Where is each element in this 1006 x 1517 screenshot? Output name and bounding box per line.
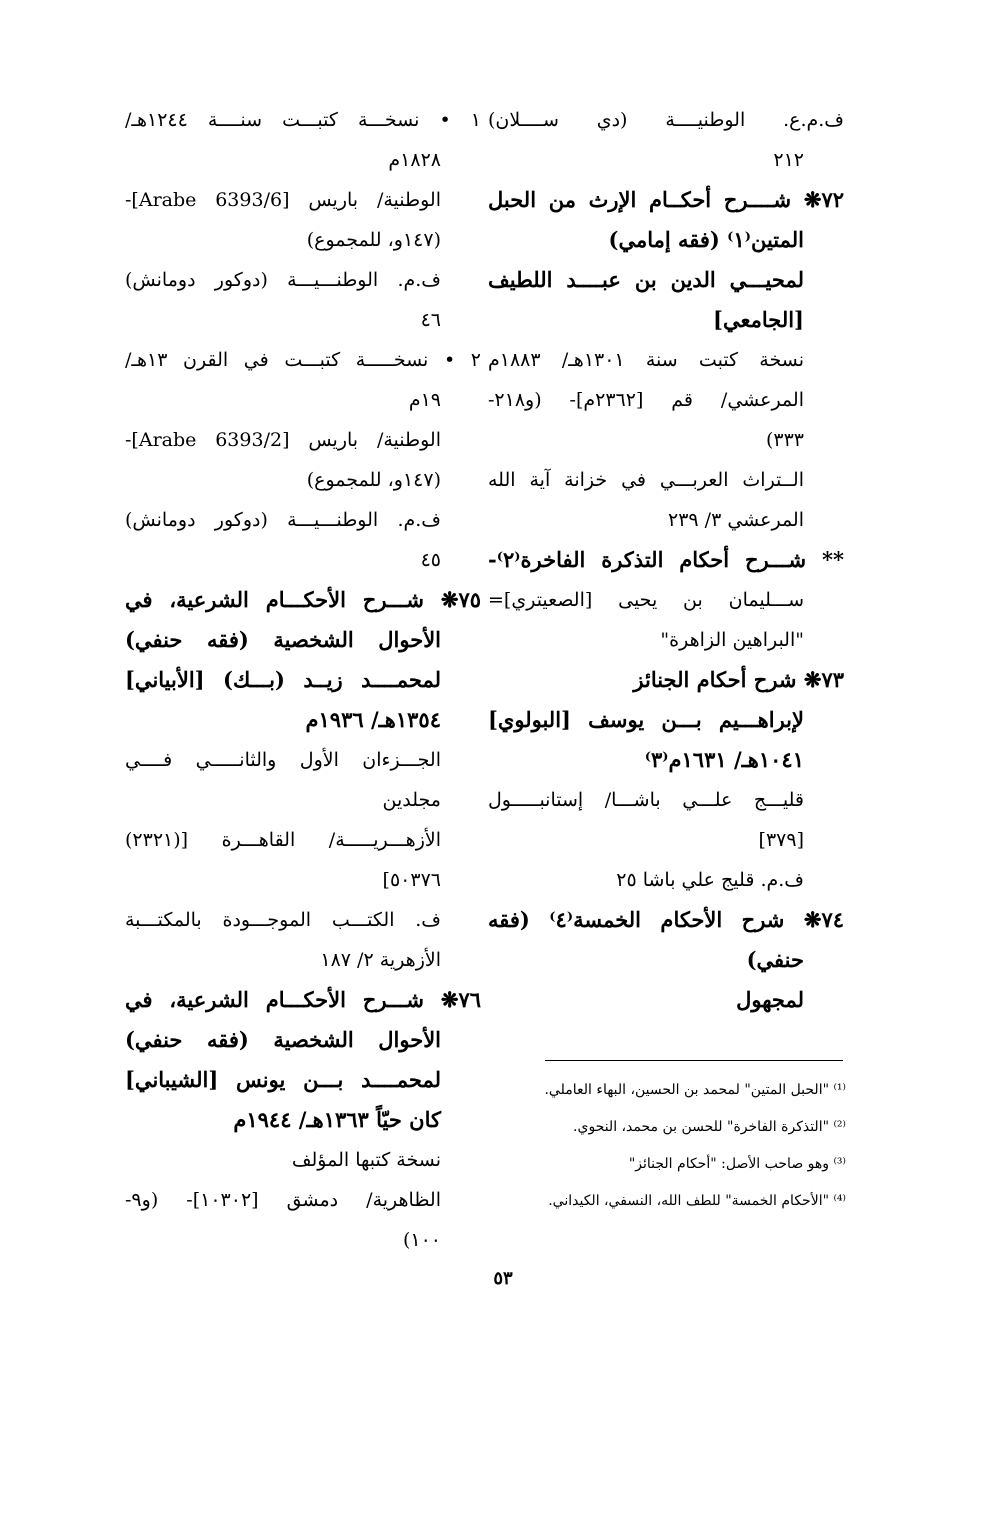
text-line: لمحيـــي الدين بن عبــــد اللطيف xyxy=(488,267,804,292)
footnote-divider xyxy=(545,1060,843,1061)
text-line: ١٩م xyxy=(408,389,441,411)
text-line: ٧٥❋ شـــرح الأحكـــام الشرعية، في xyxy=(125,587,481,612)
text-line: ٣٣٣) xyxy=(765,429,804,451)
text-line: لمحمــــد بـــن يونس [الشيباني] xyxy=(125,1067,441,1092)
text-line: ٤٦ xyxy=(420,309,441,331)
text-line: ٧٦❋ شـــرح الأحكـــام الشرعية، في xyxy=(125,987,481,1012)
text-line: لإبراهـــيم بـــن يوسف [البولوي] xyxy=(488,707,804,732)
text-line: ** شـــرح أحكام التذكرة الفاخرة⁽٢⁾- xyxy=(488,547,844,572)
left-column xyxy=(125,100,481,1260)
text-line: المرعشي ٣/ ٢٣٩ xyxy=(668,509,804,531)
text-line: (١٤٧و، للمجموع) xyxy=(306,229,441,251)
text-line: الأزهرية ٢/ ١٨٧ xyxy=(320,949,441,971)
text-line: ٥٠٣٧٦] xyxy=(382,869,441,891)
text-line: [الجامعي] xyxy=(713,307,804,332)
text-line: الأزهـــريـــــة/ القاهـــرة [(٢٣٢١) xyxy=(125,829,441,851)
text-line: الأحوال الشخصية (فقه حنفي) xyxy=(125,627,441,652)
text-line: نسخة كتبت سنة ١٣٠١هـ/ ١٨٨٣م xyxy=(488,349,804,371)
footnote: ⁽³⁾ وهو صاحب الأصل: "أحكام الجنائز" xyxy=(628,1156,846,1172)
footnote: ⁽⁴⁾ "الأحكام الخمسة" للطف الله، النسفي، الكيداني. xyxy=(548,1193,846,1209)
text-line: كان حيّاً ١٣٦٣هـ/ ١٩٤٤م xyxy=(233,1107,441,1132)
text-line: ٧٤❋ شرح الأحكام الخمسة⁽٤⁾ (فقه xyxy=(488,907,844,932)
text-line: ٤٥ xyxy=(420,549,441,571)
footnote: ⁽²⁾ "التذكرة الفاخرة" للحسن بن محمد، النحوي. xyxy=(573,1119,846,1135)
text-line: الــتراث العربـــي في خزانة آية الله xyxy=(488,469,804,491)
text-line: ف.م.ع. الوطنيــــة (دي ســــلان) xyxy=(488,109,844,131)
right-column xyxy=(488,100,844,1020)
text-line: ١ • نسخـــة كتبـــت سنــــة ١٢٤٤هـ/ xyxy=(125,109,481,131)
text-line: ف.م. الوطنـــيـــة (دوكور دومانش) xyxy=(125,509,441,531)
text-line: ف. الكتـــب الموجـــودة بالمكتـــبة xyxy=(125,909,441,931)
text-line: المتين⁽١⁾ (فقه إمامي) xyxy=(608,227,804,252)
text-line: الوطنية/ باريس [Arabe 6393/6]- xyxy=(125,189,441,211)
footnotes xyxy=(480,1072,846,1220)
text-line: الجـــزءان الأول والثانـــــي فــــي xyxy=(125,749,441,771)
text-line: ٢١٢ xyxy=(773,149,804,171)
text-line: لمجهول xyxy=(736,987,804,1012)
text-line: (١٤٧و، للمجموع) xyxy=(306,469,441,491)
text-line: ف.م. الوطنـــيـــة (دوكور دومانش) xyxy=(125,269,441,291)
text-line: قليـــج علـــي باشـــا/ إستانبـــــول xyxy=(488,789,804,811)
text-line: ١٣٥٤هـ/ ١٩٣٦م xyxy=(305,707,441,732)
text-line: المرعشي/ قم [٢٣٦٢م]- (و٢١٨- xyxy=(488,389,804,411)
text-line: "البراهين الزاهرة" xyxy=(660,629,804,651)
text-line: ٢ • نسخـــــة كتبـــت في القرن ١٣هـ/ xyxy=(125,349,481,371)
text-line: ٧٢❋ شــــرح أحكــام الإرث من الحبل xyxy=(488,187,844,212)
text-line: الأحوال الشخصية (فقه حنفي) xyxy=(125,1027,441,1052)
text-line: ســـليمان بن يحيى [الصعيتري]= xyxy=(488,589,804,611)
text-line: لمحمــــد زيــد (بـــك) [الأبياني] xyxy=(125,667,441,692)
text-line: ٧٣❋ شرح أحكام الجنائز xyxy=(633,667,844,692)
text-line: ف.م. قليج علي باشا ٢٥ xyxy=(616,869,804,891)
text-line: ١٠٤١هـ/ ١٦٣١م⁽٣⁾ xyxy=(644,747,804,772)
text-line: [٣٧٩] xyxy=(758,829,804,851)
text-line: مجلدين xyxy=(382,789,441,811)
text-line: الوطنية/ باريس [Arabe 6393/2]- xyxy=(125,429,441,451)
text-line: حنفي) xyxy=(746,947,804,972)
text-line: ١٨٢٨م xyxy=(388,149,441,171)
text-line: الظاهرية/ دمشق [١٠٣٠٢]- (و٩- xyxy=(125,1189,441,1211)
text-line: نسخة كتبها المؤلف xyxy=(291,1149,441,1171)
text-line: ١٠٠) xyxy=(402,1229,441,1251)
page-number: ٥٣ xyxy=(493,1268,513,1289)
footnote: ⁽¹⁾ "الحبل المتين" لمحمد بن الحسين، البهاء العاملي. xyxy=(544,1082,846,1098)
